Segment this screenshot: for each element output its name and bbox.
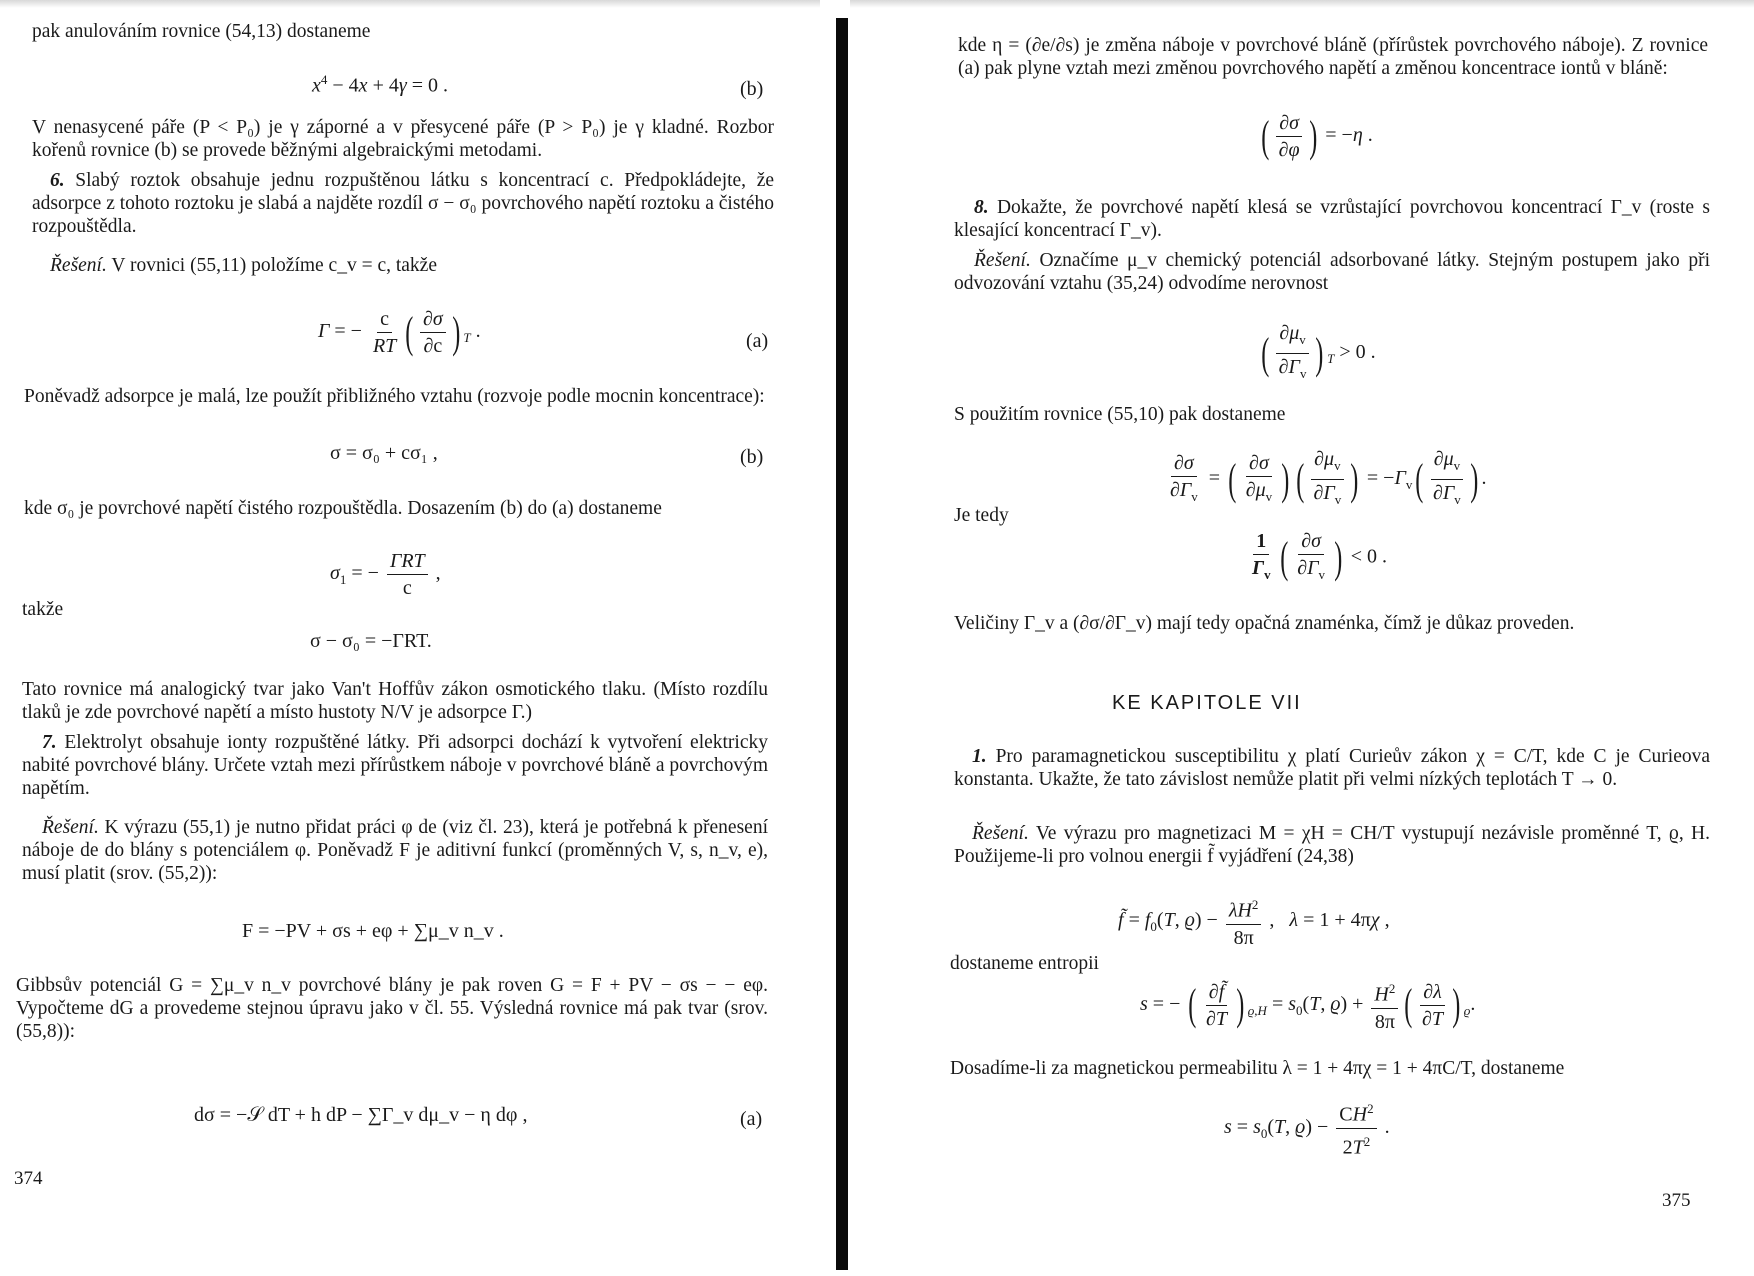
equation-b1: $x^4 - 4x + 4\gamma = 0$ . [312, 72, 449, 97]
solution-label: Řešení. [42, 817, 99, 838]
equation-a-gamma: Γ = − $\frac{c}{RT}$ ( $\frac{\partial\sigma}{\partial c}$ ) $_T$ . [318, 307, 481, 357]
paragraph: Poněvadž adsorpce je malá, lze použít přibližného vztahu (rozvoje podle mocnin koncentrace): [24, 386, 765, 407]
paragraph: Dosadíme-li za magnetickou permeabilitu λ = 1 + 4πχ = 1 + 4πC/T, dostaneme [950, 1058, 1565, 1079]
problem-number: 6. [50, 170, 65, 191]
solution-8 [954, 249, 1710, 295]
problem-6 [32, 169, 774, 238]
equation-label-a: (a) [746, 330, 769, 352]
problem-text: Slabý roztok obsahuje jednu rozpuštěnou látku s koncentrací c. Předpokládejte, že adsorpce z tohoto roztoku je slabá a najděte rozdíl σ − σ₀ povrchového napětí roztoku a čistého rozpouštědla. [32, 170, 775, 237]
equation-inequality-mu: ( $\frac{\partial\mu_v}{\partial\Gamma_v}$ ) $_T$ > 0 . [1261, 322, 1376, 381]
page-number: 374 [14, 1168, 43, 1189]
paragraph: V nenasycené páře (P < P₀) je γ záporné a v přesycené páře (P > P₀) je γ kladné. Rozbor kořenů rovnice (b) se provede běžnými algebraickými metodami. [32, 117, 774, 161]
problem-1 [954, 745, 1710, 791]
left-page [0, 0, 820, 1276]
equation-entropy: s = − ( $\frac{\partial f̃}{\partial T}$ ) $_{ϱ,H} = s_0(T$, ϱ) + $\frac{H^2}{8\pi}$ ( $\frac{\partial\lambda}{\partial T}$ ) $_ϱ$. [1140, 976, 1475, 1035]
paragraph: Veličiny Γ_v a (∂σ/∂Γ_v) mají tedy opačná znaménka, čímž je důkaz proveden. [954, 613, 1575, 634]
problem-number: 7. [42, 732, 57, 753]
solution-1 [954, 822, 1710, 868]
solution-7 [22, 816, 768, 885]
paragraph: kde σ₀ je povrchové napětí čistého rozpouštědla. Dosazením (b) do (a) dostaneme [24, 498, 662, 519]
problem-text: Pro paramagnetickou susceptibilitu χ platí Curieův zákon χ = C/T, kde C je Curieova konstanta. Ukažte, že tato závislost nemůže platit při velmi nízkých teplotách T → 0. [954, 746, 1711, 790]
problem-number: 8. [974, 197, 989, 218]
paragraph: pak anulováním rovnice (54,13) dostaneme [32, 21, 371, 42]
equation-entropy-result: $s = s_0(T$, ϱ) − $\frac{CH^2}{2T^2}$ . [1224, 1096, 1390, 1160]
solution-intro [50, 254, 437, 277]
solution-label: Řešení. [972, 823, 1029, 844]
solution-text: K výrazu (55,1) je nutno přidat práci φ de (viz čl. 23), která je potřebná k přenesení náboje de do blány s potenciálem φ. Poněvadž F je aditivní funkcí (proměnných V, s, n_v, e), musí platit (srov. (55,2)): [22, 817, 768, 884]
equation-label-b: (b) [740, 78, 764, 100]
equation-dsigma: dσ = −𝒮 dT + h dP − ∑Γ_v dμ_v − η dφ , [194, 1104, 528, 1126]
equation-F: F = −PV + σs + eφ + ∑μ_v n_v . [242, 920, 504, 942]
solution-label: Řešení. [50, 255, 107, 276]
right-page [850, 0, 1754, 1276]
problem-text: Dokažte, že povrchové napětí klesá se vzrůstající povrchovou koncentrací Γ_v (roste s klesající koncentrací Γ_v). [954, 197, 1710, 241]
page-divider [836, 18, 848, 1270]
problem-number: 1. [972, 746, 987, 767]
chapter-heading: KE KAPITOLE VII [1112, 692, 1302, 714]
paragraph: kde η = (∂e/∂s) je změna náboje v povrchové bláně (přírůstek povrchového náboje). Z rovnice (a) pak plyne vztah mezi změnou povrchového napětí a změnou koncentrace iontů v bláně: [958, 35, 1708, 79]
paragraph: Je tedy [954, 505, 1009, 526]
page-number: 375 [1662, 1190, 1691, 1211]
equation-result: $\frac{1}{\Gamma_v}$ ( $\frac{\partial\sigma}{\partial\Gamma_v}$ ) < 0 . [1252, 530, 1387, 582]
equation-sigma1: $\sigma_1$ = − $\frac{\text{ΓRT}}{c}$ , [330, 550, 441, 599]
paragraph: dostaneme entropii [950, 953, 1099, 974]
solution-text: Ve výrazu pro magnetizaci M = χH = CH/T vystupují nezávisle proměnné T, ϱ, H. Použijeme-li pro volnou energii f̃ vyjádření (24,38) [954, 823, 1710, 867]
paragraph: takže [22, 599, 64, 620]
equation-chain-rule: $\frac{\partial\sigma}{\partial\Gamma_v}$ = ( $\frac{\partial\sigma}{\partial\mu_v}$ ) ( $\frac{\partial\mu_v}{\partial\Gamma_v}$ ) = $-\Gamma_v$( $\frac{\partial\mu_v}{\partial\Gamma_v}$ ) . [1170, 448, 1487, 507]
solution-text: V rovnici (55,11) položíme c_v = c, takže [111, 255, 437, 276]
problem-text: Elektrolyt obsahuje ionty rozpuštěné látky. Při adsorpci dochází k vytvoření elektricky nabité povrchové blány. Určete vztah mezi přírůstkem náboje v povrchové bláně a povrchovým napětím. [22, 732, 769, 799]
solution-label: Řešení. [974, 250, 1031, 271]
equation-diff: σ − σ₀ = −ΓRT. [310, 630, 432, 652]
paragraph: S použitím rovnice (55,10) pak dostaneme [954, 404, 1286, 425]
equation-sigma: σ = σ₀ + cσ₁ , [330, 442, 438, 464]
equation-dsigma-dphi: ( $\frac{\partial\sigma}{\partial\varphi}$ ) = −η . [1261, 111, 1373, 161]
equation-label-b: (b) [740, 446, 764, 468]
equation-label-a: (a) [740, 1108, 763, 1130]
problem-7 [22, 731, 768, 800]
problem-8 [954, 196, 1710, 242]
equation-free-energy: f̃ = $f_0(T$, ϱ) − $\frac{\lambda H^2}{8\pi}$ , λ = 1 + 4πχ , [1118, 892, 1390, 951]
paragraph: Gibbsův potenciál G = ∑μ_v n_v povrchové blány je pak roven G = F + PV − σs − − eφ. Vypočteme dG a provedeme stejnou úpravu jako v čl. 55. Výsledná rovnice má pak tvar (srov. (55,8)): [16, 975, 768, 1042]
solution-text: Označíme μ_v chemický potenciál adsorbované látky. Stejným postupem jako při odvozování vztahu (35,24) odvodíme nerovnost [954, 250, 1711, 294]
paragraph: Tato rovnice má analogický tvar jako Van't Hoffův zákon osmotického tlaku. (Místo rozdílu tlaků je zde povrchové napětí a místo hustoty N/V je adsorpce Γ.) [22, 679, 768, 723]
